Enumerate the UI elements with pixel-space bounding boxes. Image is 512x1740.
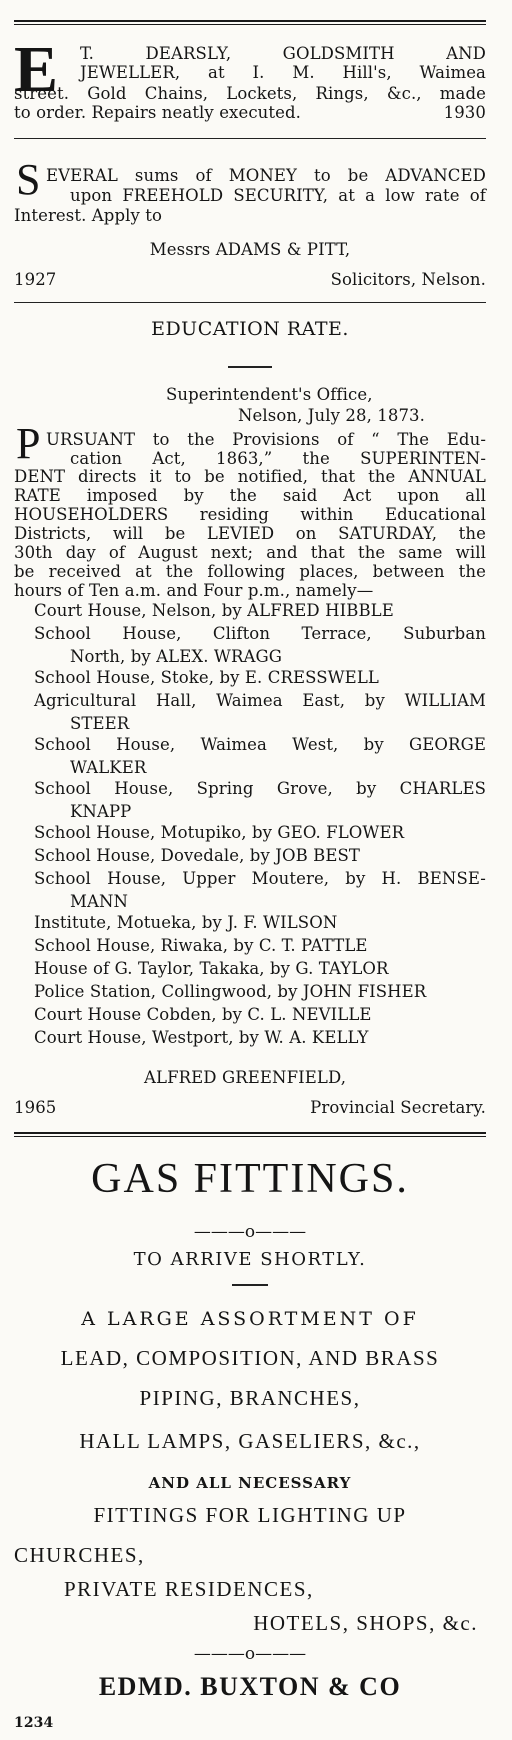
place-line: KNAPP: [70, 802, 132, 821]
place-line: MANN: [70, 892, 129, 911]
ad2-line3: Interest. Apply to: [14, 206, 163, 225]
place-line: Police Station, Collingwood, by JOHN FISHER: [34, 982, 427, 1001]
education-short-rule: [228, 366, 272, 368]
gas-line2: LEAD, COMPOSITION, AND BRASS: [60, 1346, 440, 1370]
place-line: School House, Riwaka, by C. T. PATTLE: [34, 936, 368, 955]
gas-line3: PIPING, BRANCHES,: [139, 1386, 361, 1410]
gas-line6: FITTINGS FOR LIGHTING UP: [93, 1503, 407, 1527]
education-body-line: DENT directs it to be notified, that the ANNUAL: [14, 467, 486, 486]
ad2-line1: EVERAL sums of MONEY to be ADVANCED: [46, 166, 486, 185]
place-line: School House, Clifton Terrace, Suburban: [34, 624, 486, 643]
ornament-top: ———o———: [193, 1222, 307, 1242]
place-line: School House, Waimea West, by GEORGE: [34, 735, 486, 754]
ornament-bottom: ———o———: [193, 1644, 307, 1664]
ad1-line4: to order. Repairs neatly executed.: [14, 103, 301, 122]
gas-number: 1234: [14, 1715, 54, 1731]
gas-arrive: TO ARRIVE SHORTLY.: [133, 1249, 367, 1270]
gas-firm: EDMD. BUXTON & CO: [98, 1672, 402, 1701]
ad2-solicitors-name: Messrs ADAMS & PITT,: [149, 240, 351, 259]
ad2-line2: upon FREEHOLD SECURITY, at a low rate of: [70, 186, 486, 205]
place-line: School House, Upper Moutere, by H. BENSE-: [34, 869, 486, 888]
place-line: STEER: [70, 714, 130, 733]
education-number: 1965: [14, 1098, 57, 1117]
education-body-line: URSUANT to the Provisions of “ The Edu-: [46, 430, 486, 449]
drop-cap-s: S: [16, 155, 41, 204]
education-signer-title: Provincial Secretary.: [310, 1098, 486, 1117]
place-line: House of G. Taylor, Takaka, by G. TAYLOR: [34, 959, 389, 978]
place-line: School House, Stoke, by E. CRESSWELL: [34, 668, 379, 687]
ad2-rule: [14, 302, 486, 303]
ad1-line3: street. Gold Chains, Lockets, Rings, &c., made: [14, 84, 486, 103]
education-body-line: HOUSEHOLDERS residing within Educational: [14, 505, 486, 524]
place-line: School House, Motupiko, by GEO. FLOWER: [34, 823, 405, 842]
education-signature: ALFRED GREENFIELD,: [144, 1068, 347, 1087]
ad2-solicitors-place: Solicitors, Nelson.: [330, 270, 486, 289]
education-body-line: cation Act, 1863,” the SUPERINTEN-: [70, 449, 486, 468]
drop-cap-e: E: [14, 33, 59, 106]
gas-line7: CHURCHES,: [14, 1543, 145, 1567]
place-line: Court House, Nelson, by ALFRED HIBBLE: [34, 601, 394, 620]
ad1-number: 1930: [443, 103, 486, 122]
newspaper-column: [14, 0, 486, 1740]
place-line: Court House Cobden, by C. L. NEVILLE: [34, 1005, 372, 1024]
education-body-line: hours of Ten a.m. and Four p.m., namely—: [14, 581, 374, 600]
gas-line8: PRIVATE RESIDENCES,: [64, 1577, 314, 1601]
place-line: Agricultural Hall, Waimea East, by WILLIAM: [34, 691, 486, 710]
education-body-line: be received at the following places, between the: [14, 562, 486, 581]
gas-line1: A LARGE ASSORTMENT OF: [81, 1308, 419, 1330]
place-line: School House, Dovedale, by JOB BEST: [34, 846, 361, 865]
ad3-double-rule: [14, 1132, 486, 1134]
ad1-line1: T. DEARSLY, GOLDSMITH AND: [80, 44, 486, 63]
education-office: Superintendent's Office,: [166, 385, 373, 404]
top-double-rule: [14, 20, 486, 22]
gas-short-rule: [232, 1284, 268, 1286]
gas-line4: HALL LAMPS, GASELIERS, &c.,: [79, 1429, 421, 1453]
ad1-line2: JEWELLER, at I. M. Hill's, Waimea: [80, 63, 486, 82]
place-line: Court House, Westport, by W. A. KELLY: [34, 1028, 369, 1047]
drop-cap-p: P: [16, 419, 41, 468]
education-body-line: 30th day of August next; and that the same will: [14, 543, 486, 562]
place-line: North, by ALEX. WRAGG: [70, 647, 283, 666]
place-line: School House, Spring Grove, by CHARLES: [34, 779, 486, 798]
place-line: WALKER: [70, 758, 147, 777]
gas-line9: HOTELS, SHOPS, &c.: [253, 1611, 478, 1635]
place-line: Institute, Motueka, by J. F. WILSON: [34, 913, 338, 932]
education-heading: EDUCATION RATE.: [151, 318, 349, 340]
gas-heading: GAS FITTINGS.: [91, 1156, 409, 1202]
education-body-line: RATE imposed by the said Act upon all: [14, 486, 486, 505]
ad2-number: 1927: [14, 270, 57, 289]
education-date: Nelson, July 28, 1873.: [238, 406, 426, 425]
gas-line5: AND ALL NECESSARY: [148, 1474, 352, 1492]
ad1-rule: [14, 138, 486, 139]
education-body-line: Districts, will be LEVIED on SATURDAY, the: [14, 524, 486, 543]
